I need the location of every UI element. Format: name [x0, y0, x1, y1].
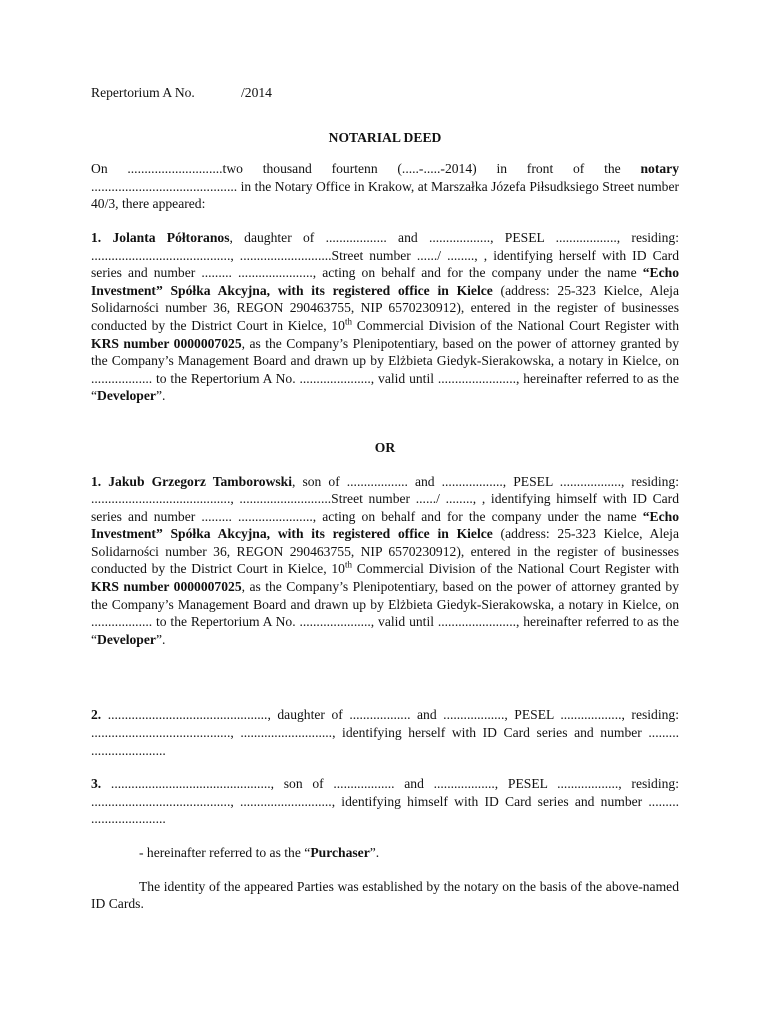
- reference-text: - hereinafter referred to as the “: [139, 845, 311, 860]
- party-number: 1.: [91, 229, 102, 245]
- identity-paragraph: The identity of the appeared Parties was established by the notary on the basis of the above-named ID Cards.: [91, 878, 679, 912]
- party-text: ”.: [155, 388, 166, 404]
- krs-number: KRS number 0000007025: [91, 335, 242, 351]
- party-text: (address: 25-323 Kielce, Aleja Solidarności number 36, REGON 290463755, NIP 6570230912), entered in the register of businesses conducted by the District Court in Kielce, 10: [91, 282, 679, 333]
- party-text: , as the Company’s Plenipotentiary, based on the power of attorney granted by the Company’s Management Board and drawn up by Elżbieta Giedyk-Sierakowska, a notary in Kielce, on .................. to the Repertorium A No. ....................., valid until ......................., hereinafter referred to as the “: [91, 335, 680, 404]
- purchaser-reference: [91, 844, 679, 862]
- purchaser-paragraph-2: [91, 706, 679, 759]
- ordinal-suffix: th: [344, 559, 352, 570]
- purchaser-paragraph-3: [91, 775, 679, 828]
- party-text: , son of .................. and .................., PESEL .................., residing: ........................................., ...........................Street number ....../ ........, , identifying himself with ID Card series and number ......... ......................, acting on behalf and for the company under the name: [91, 473, 679, 524]
- developer-paragraph-a: [91, 229, 679, 405]
- party-text: , daughter of .................. and .................., PESEL .................., residing: ........................................., ...........................Street number ....../ ........, , identifying herself with ID Card series and number ......... ......................, acting on behalf and for the company under the name: [91, 229, 679, 281]
- party-text: ”.: [155, 631, 166, 647]
- party-number: 1.: [91, 473, 102, 489]
- party-text: (address: 25-323 Kielce, Aleja Solidarności number 36, REGON 290463755, NIP 6570230912), entered in the register of businesses conducted by the District Court in Kielce, 10: [91, 526, 679, 577]
- company-name: “Echo Investment” Spółka Akcyjna, with its registered office in Kielce: [91, 508, 679, 542]
- or-separator: OR: [374, 439, 396, 455]
- krs-number: KRS number 0000007025: [91, 579, 242, 595]
- repertorium-year: /2014: [241, 85, 272, 100]
- party-number: 2.: [91, 707, 102, 723]
- party-text: , as the Company’s Plenipotentiary, based on the power of attorney granted by the Company’s Management Board and drawn up by Elżbieta Giedyk-Sierakowska, a notary in Kielce, on .................. to the Repertorium A No. ....................., valid until ......................., hereinafter referred to as the “: [91, 579, 680, 647]
- document-title: NOTARIAL DEED: [328, 129, 442, 145]
- reference-text: ”.: [369, 845, 380, 860]
- party-text: Commercial Division of the National Court Register with: [351, 317, 679, 333]
- repertorium-label: Repertorium A No.: [91, 85, 195, 100]
- party-name: Jakub Grzegorz Tamborowski: [108, 473, 293, 489]
- intro-text: On ............................two thousand fourtenn (.....-.....-2014) in front of the: [91, 161, 641, 177]
- role-label: Developer: [97, 388, 156, 404]
- intro-text-cont: ........................................... in the Notary Office in Krakow, at Marszałka Józefa Piłsudksiego Street number 40/3, there appeared:: [91, 178, 679, 212]
- party-number: 3.: [91, 776, 102, 792]
- role-label: Developer: [97, 631, 156, 647]
- party-text: ..............................................., daughter of .................. and .................., PESEL .................., residing: ........................................., ..........................., identifying herself with ID Card series and number ......... ......................: [91, 707, 679, 758]
- role-label: Purchaser: [310, 845, 370, 860]
- intro-paragraph: [91, 160, 679, 213]
- developer-paragraph-b: [91, 473, 679, 649]
- company-name: “Echo Investment” Spółka Akcyjna, with its registered office in Kielce: [91, 265, 679, 298]
- ordinal-suffix: th: [344, 316, 352, 327]
- party-name: Jolanta Półtoranos: [112, 229, 230, 245]
- intro-notary-label: notary: [640, 161, 679, 177]
- party-text: Commercial Division of the National Court Register with: [351, 561, 679, 577]
- repertorium-header: [91, 84, 679, 102]
- spacer: [91, 664, 679, 706]
- party-text: ..............................................., son of .................. and .................., PESEL .................., residing: ........................................., ..........................., identifying himself with ID Card series and number ......... ......................: [91, 776, 679, 827]
